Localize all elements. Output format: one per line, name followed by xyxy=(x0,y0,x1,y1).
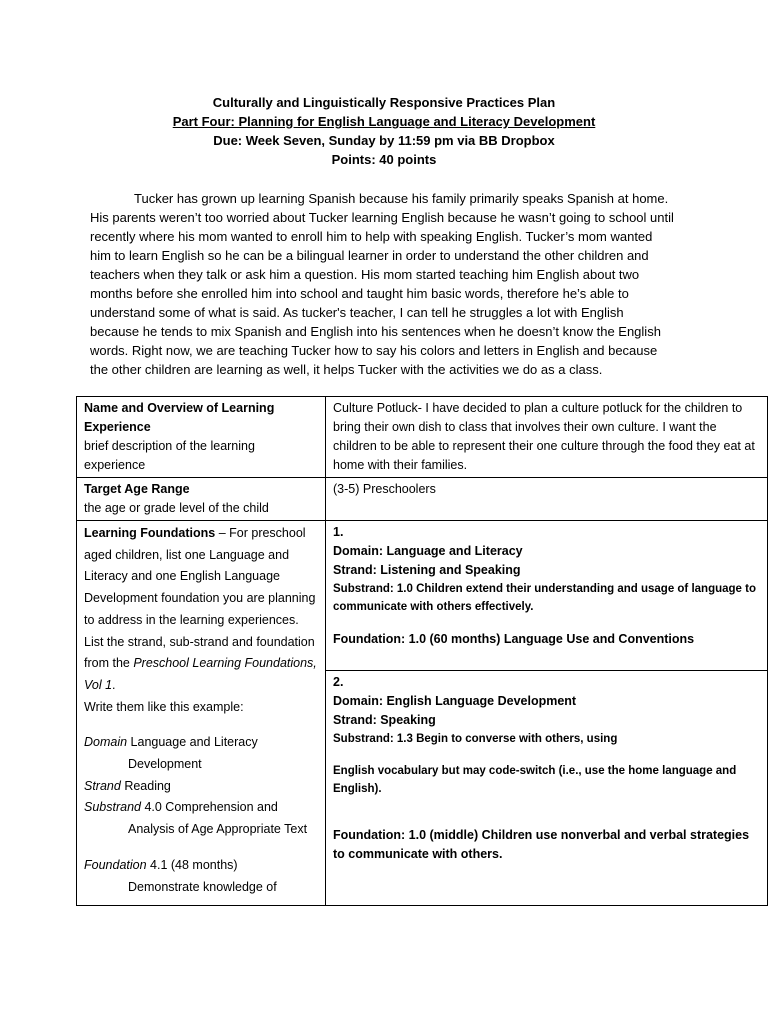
plan-table xyxy=(76,396,768,906)
foundations-instructions xyxy=(84,523,318,697)
example-substrand-cont: Analysis of Age Appropriate Text xyxy=(128,822,308,837)
foundation-1-cell xyxy=(326,521,768,671)
experience-value-cell xyxy=(326,397,768,478)
example-domain-cont: Development xyxy=(128,757,202,772)
example-strand xyxy=(84,776,318,798)
document-title: Culturally and Linguistically Responsive Practices Plan xyxy=(212,95,556,110)
experience-label: Name and Overview of Learning Experience xyxy=(84,401,275,434)
row-experience xyxy=(77,397,768,478)
experience-desc: brief description of the learning experience xyxy=(84,439,255,472)
foundations-rest: – For preschool aged children, list one Language and Literacy and one English Language Development foundation you are planning to address in the learning experiences. List the strand, sub-strand and foundation from the xyxy=(84,526,316,671)
foundation-1-domain: Domain: Language and Literacy xyxy=(333,544,523,558)
foundations-end: . xyxy=(112,677,116,692)
example-strand-label: Strand xyxy=(84,778,121,793)
due-date: Due: Week Seven, Sunday by 11:59 pm via BB Dropbox xyxy=(213,133,555,148)
example-intro: Write them like this example: xyxy=(84,699,244,714)
foundation-2-strand: Strand: Speaking xyxy=(333,713,436,727)
age-label: Target Age Range xyxy=(84,482,190,496)
intro-paragraph xyxy=(90,189,676,379)
foundation-2-num: 2. xyxy=(333,675,344,689)
foundation-1-num: 1. xyxy=(333,525,344,539)
experience-label-cell xyxy=(77,397,326,478)
age-value: (3-5) Preschoolers xyxy=(333,482,436,496)
example-foundation-label: Foundation xyxy=(84,857,147,872)
foundation-2-domain: Domain: English Language Development xyxy=(333,694,577,708)
foundation-2-substrand: Substrand: 1.3 Begin to converse with others, using xyxy=(333,733,618,745)
age-desc: the age or grade level of the child xyxy=(84,501,269,515)
experience-value: Culture Potluck- I have decided to plan a culture potluck for the children to bring their own dish to class that involves their own culture. I want the children to be able to represent their one culture through the food they eat at home with their families. xyxy=(333,401,755,472)
foundation-1-foundation: Foundation: 1.0 (60 months) Language Use and Conventions xyxy=(333,632,695,646)
example-strand-value: Reading xyxy=(120,778,171,793)
document-subtitle: Part Four: Planning for English Language and Literacy Development xyxy=(172,114,596,129)
example-foundation-cont: Demonstrate knowledge of xyxy=(128,879,277,894)
age-value-cell xyxy=(326,478,768,521)
example-substrand-label: Substrand xyxy=(84,800,141,815)
intro-text: Tucker has grown up learning Spanish because his family primarily speaks Spanish at home. His parents weren’t too worried about Tucker learning English because he wasn’t going to school until recently where his mom wanted to enroll him to help with speaking English. Tucker’s mom wanted him to learn English so he can be a bilingual learner in order to understand the other children and teachers when they talk or ask him a question. His mom started teaching him English about two months before she enrolled him into school and taught him basic words, therefore he’s able to understand some of what is said. As tucker's teacher, I can tell he struggles a lot with English because he tends to mix Spanish and English into his sentences when he doesn’t know the English words. Right now, we are teaching Tucker how to say his colors and letters in English and because the other children are learning as well, it helps Tucker with the activities we do as a class. xyxy=(90,191,674,377)
points: Points: 40 points xyxy=(331,152,437,167)
example-domain xyxy=(84,732,318,754)
example-domain-value: Language and Literacy xyxy=(127,735,258,750)
example-substrand xyxy=(84,797,318,819)
document-header xyxy=(0,93,768,169)
example-domain-label: Domain xyxy=(84,735,128,750)
foundation-1-substrand: Substrand: 1.0 Children extend their understanding and usage of language to communicate with others effectively. xyxy=(333,583,756,613)
foundations-label: Learning Foundations xyxy=(84,526,216,540)
foundations-label-cell xyxy=(77,521,326,906)
example-foundation xyxy=(84,855,318,877)
foundation-2-substrand-cont: English vocabulary but may code-switch (i.e., use the home language and English). xyxy=(333,765,737,795)
foundation-1-strand: Strand: Listening and Speaking xyxy=(333,563,521,577)
foundation-2-foundation: Foundation: 1.0 (middle) Children use nonverbal and verbal strategies to communicate with others. xyxy=(333,828,750,861)
foundations-source: Preschool Learning Foundations, Vol 1 xyxy=(84,656,317,692)
age-label-cell xyxy=(77,478,326,521)
row-foundations-1 xyxy=(77,521,768,671)
example-foundation-value: 4.1 (48 months) xyxy=(146,857,238,872)
row-age xyxy=(77,478,768,521)
foundation-2-cell xyxy=(326,671,768,906)
example-substrand-value: 4.0 Comprehension and xyxy=(140,800,278,815)
